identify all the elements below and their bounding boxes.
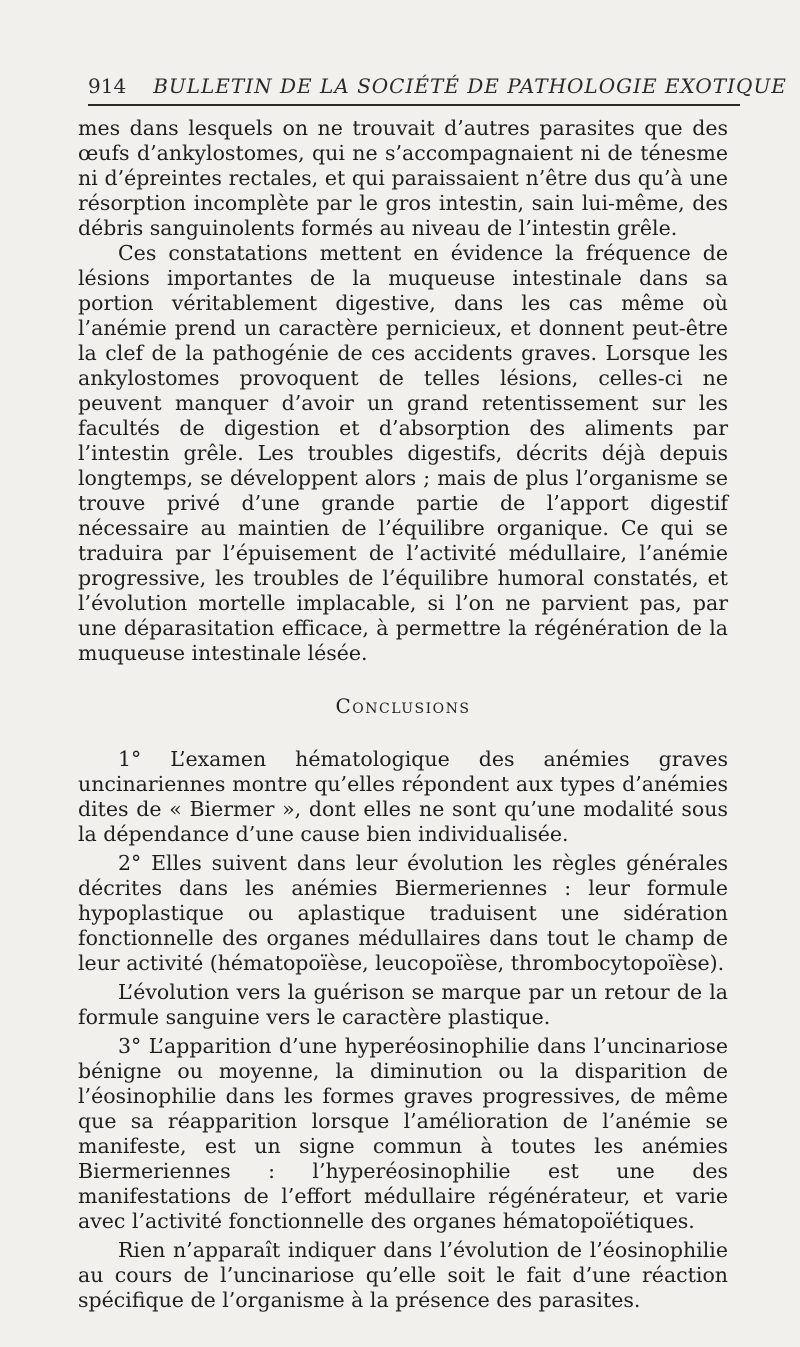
conclusion-3: 3° L’apparition d’une hyperéosinophilie dans l’uncinariose bénigne ou moyenne, la diminution ou la disparition de l’éosinophilie dans les formes graves progressives, de même que sa réapparition lorsque l’amélioration de l’anémie se manifeste, est un signe commun à toutes les anémies Biermeriennes : l’hyperéosinophilie est une des manifestations de l’effort médullaire régénérateur, et varie avec l’activité fonctionnelle des organes hématopoïétiques. [78, 1034, 728, 1233]
page-header [88, 74, 787, 98]
body-text [78, 116, 728, 1313]
paragraph-constatations: Ces constatations mettent en évidence la fréquence de lésions importantes de la muqueuse intestinale dans sa portion véritablement digestive, dans les cas même où l’anémie prend un caractère pernicieux, et donnent peut-être la clef de la pathogénie de ces accidents graves. Lorsque les ankylostomes provoquent de telles lésions, celles-ci ne peuvent manquer d’avoir un grand retentissement sur les facultés de digestion et d’absorption des aliments par l’intestin grêle. Les troubles digestifs, décrits déjà depuis longtemps, se développent alors ; mais de plus l’organisme se trouve privé d’une grande partie de l’apport digestif nécessaire au maintien de l’équilibre organique. Ce qui se traduira par l’épuisement de l’activité médullaire, l’anémie progressive, les troubles de l’équilibre humoral constatés, et l’évolution mortelle implacable, si l’on ne parvient pas, par une déparasitation efficace, à permettre la régénération de la muqueuse intestinale lésée. [78, 241, 728, 665]
running-title: BULLETIN DE LA SOCIÉTÉ DE PATHOLOGIE EXOTIQUE [153, 74, 787, 98]
conclusion-2-evolution: L’évolution vers la guérison se marque par un retour de la formule sanguine vers le caractère plastique. [78, 980, 728, 1029]
conclusion-3-final: Rien n’apparaît indiquer dans l’évolution de l’éosinophilie au cours de l’uncinariose qu’elle soit le fait d’une réaction spécifique de l’organisme à la présence des parasites. [78, 1238, 728, 1312]
paragraph-continuation: mes dans lesquels on ne trouvait d’autres parasites que des œufs d’ankylostomes, qui ne s’accompagnaient ni de ténesme ni d’épreintes rectales, et qui paraissaient n’être dus qu’à une résorption incomplète par le gros intestin, sain lui-même, des débris sanguinolents formés au niveau de l’intestin grêle. [78, 116, 728, 240]
page-number: 914 [88, 74, 127, 98]
conclusion-2: 2° Elles suivent dans leur évolution les règles générales décrites dans les anémies Biermeriennes : leur formule hypoplastique ou aplastique traduisent une sidération fonctionnelle des organes médullaires dans tout le champ de leur activité (hématopoïèse, leucopoïèse, thrombocytopoïèse). [78, 851, 728, 975]
section-title-conclusions: Conclusions [335, 694, 471, 718]
header-rule [88, 104, 740, 106]
conclusion-1: 1° L’examen hématologique des anémies graves uncinariennes montre qu’elles répondent aux types d’anémies dites de « Biermer », dont elles ne sont qu’une modalité sous la dépendance d’une cause bien individualisée. [78, 747, 728, 846]
